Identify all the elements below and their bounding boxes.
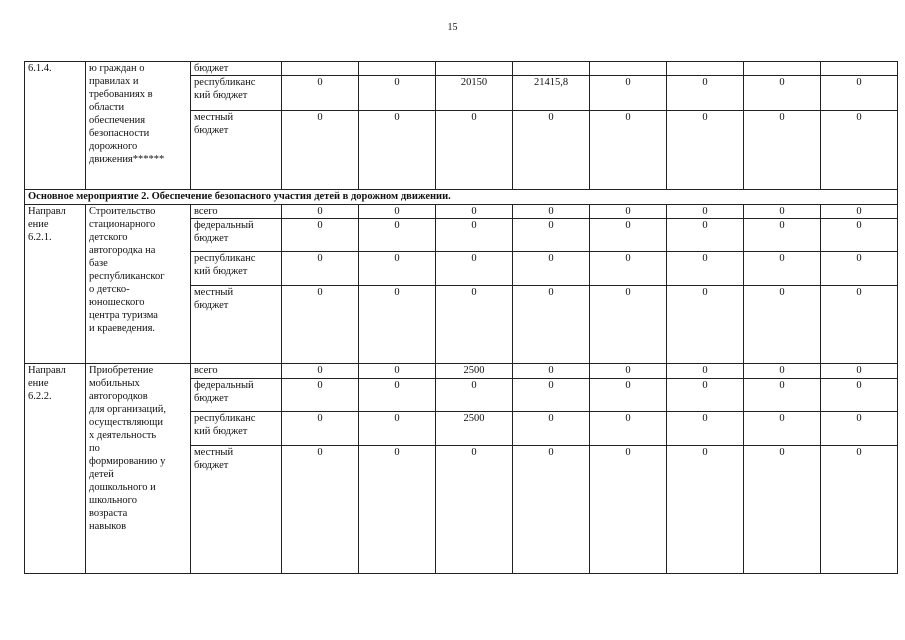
value-cell: 0	[282, 286, 359, 364]
value-cell	[744, 62, 821, 76]
value-cell: 0	[744, 111, 821, 190]
value-cell: 0	[667, 412, 744, 446]
value-cell: 0	[359, 252, 436, 286]
value-cell: 0	[590, 446, 667, 574]
value-cell: 0	[590, 111, 667, 190]
value-cell: 0	[359, 111, 436, 190]
page-number: 15	[447, 22, 458, 33]
value-cell: 0	[436, 446, 513, 574]
value-cell: 0	[359, 412, 436, 446]
value-cell: 0	[513, 111, 590, 190]
table-row	[25, 364, 898, 379]
value-cell: 0	[667, 446, 744, 574]
funding-source: республиканс кий бюджет	[191, 252, 282, 286]
measure-code: 6.1.4.	[25, 62, 86, 190]
funding-source: местный бюджет	[191, 286, 282, 364]
value-cell: 0	[590, 286, 667, 364]
value-cell: 0	[821, 205, 898, 219]
value-cell: 0	[821, 252, 898, 286]
value-cell	[667, 62, 744, 76]
value-cell: 0	[821, 111, 898, 190]
value-cell: 0	[282, 76, 359, 111]
value-cell: 0	[821, 412, 898, 446]
value-cell: 0	[821, 364, 898, 379]
section-title: Основное мероприятие 2. Обеспечение безопасного участия детей в дорожном движении.	[25, 190, 898, 205]
value-cell: 0	[821, 219, 898, 252]
value-cell	[282, 62, 359, 76]
value-cell: 0	[744, 446, 821, 574]
value-cell: 0	[359, 76, 436, 111]
value-cell: 0	[513, 205, 590, 219]
funding-source: федеральный бюджет	[191, 379, 282, 412]
value-cell: 0	[513, 219, 590, 252]
value-cell: 0	[282, 252, 359, 286]
value-cell: 0	[744, 219, 821, 252]
value-cell: 0	[590, 205, 667, 219]
value-cell: 0	[436, 205, 513, 219]
value-cell: 0	[513, 286, 590, 364]
measure-name: ю граждан о правилах и требованиях в области обеспечения безопасности дорожного движения******	[86, 62, 191, 190]
value-cell: 0	[513, 252, 590, 286]
value-cell: 0	[821, 379, 898, 412]
value-cell	[513, 62, 590, 76]
value-cell	[821, 62, 898, 76]
value-cell: 0	[667, 76, 744, 111]
value-cell: 0	[359, 286, 436, 364]
value-cell: 0	[744, 286, 821, 364]
value-cell: 0	[667, 379, 744, 412]
value-cell: 0	[821, 286, 898, 364]
value-cell: 0	[282, 111, 359, 190]
value-cell: 0	[513, 364, 590, 379]
value-cell: 0	[590, 219, 667, 252]
measure-code: Направл ение 6.2.1.	[25, 205, 86, 364]
value-cell: 0	[359, 205, 436, 219]
funding-source: республиканс кий бюджет	[191, 76, 282, 111]
value-cell: 0	[359, 379, 436, 412]
value-cell: 0	[436, 219, 513, 252]
section-row	[25, 190, 898, 205]
value-cell: 0	[513, 412, 590, 446]
value-cell: 0	[282, 219, 359, 252]
value-cell: 0	[282, 205, 359, 219]
value-cell: 0	[667, 219, 744, 252]
value-cell: 0	[744, 379, 821, 412]
funding-source: всего	[191, 205, 282, 219]
value-cell: 0	[282, 364, 359, 379]
value-cell: 2500	[436, 412, 513, 446]
value-cell: 0	[744, 76, 821, 111]
measure-name: Строительство стационарного детского автогородка на базе республиканског о детско- юношеского центра туризма и краеведения.	[86, 205, 191, 364]
value-cell: 0	[667, 286, 744, 364]
value-cell: 0	[821, 446, 898, 574]
value-cell: 0	[590, 76, 667, 111]
value-cell: 0	[667, 364, 744, 379]
value-cell: 2500	[436, 364, 513, 379]
value-cell: 0	[282, 446, 359, 574]
value-cell: 0	[436, 379, 513, 412]
value-cell: 0	[744, 412, 821, 446]
value-cell: 0	[513, 379, 590, 412]
value-cell: 0	[667, 111, 744, 190]
value-cell: 0	[436, 286, 513, 364]
funding-source: местный бюджет	[191, 446, 282, 574]
value-cell: 0	[744, 252, 821, 286]
value-cell	[436, 62, 513, 76]
value-cell: 0	[590, 412, 667, 446]
value-cell: 0	[359, 446, 436, 574]
value-cell	[590, 62, 667, 76]
funding-source: местный бюджет	[191, 111, 282, 190]
value-cell: 0	[744, 364, 821, 379]
value-cell: 0	[590, 379, 667, 412]
value-cell: 0	[359, 364, 436, 379]
value-cell: 0	[282, 379, 359, 412]
funding-source: бюджет	[191, 62, 282, 76]
funding-source: всего	[191, 364, 282, 379]
value-cell: 0	[667, 205, 744, 219]
value-cell: 0	[744, 205, 821, 219]
value-cell: 0	[667, 252, 744, 286]
measure-code: Направл ение 6.2.2.	[25, 364, 86, 574]
funding-source: федеральный бюджет	[191, 219, 282, 252]
value-cell: 20150	[436, 76, 513, 111]
table-row	[25, 62, 898, 76]
value-cell	[359, 62, 436, 76]
budget-table	[24, 61, 898, 574]
value-cell: 0	[359, 219, 436, 252]
funding-source: республиканс кий бюджет	[191, 412, 282, 446]
value-cell: 0	[590, 364, 667, 379]
value-cell: 0	[436, 252, 513, 286]
value-cell: 0	[821, 76, 898, 111]
value-cell: 0	[436, 111, 513, 190]
table-row	[25, 205, 898, 219]
value-cell: 0	[590, 252, 667, 286]
value-cell: 21415,8	[513, 76, 590, 111]
value-cell: 0	[513, 446, 590, 574]
measure-name: Приобретение мобильных автогородков для организаций, осуществляющи х деятельность по формированию у детей дошкольного и школьного возраста навыков	[86, 364, 191, 574]
value-cell: 0	[282, 412, 359, 446]
